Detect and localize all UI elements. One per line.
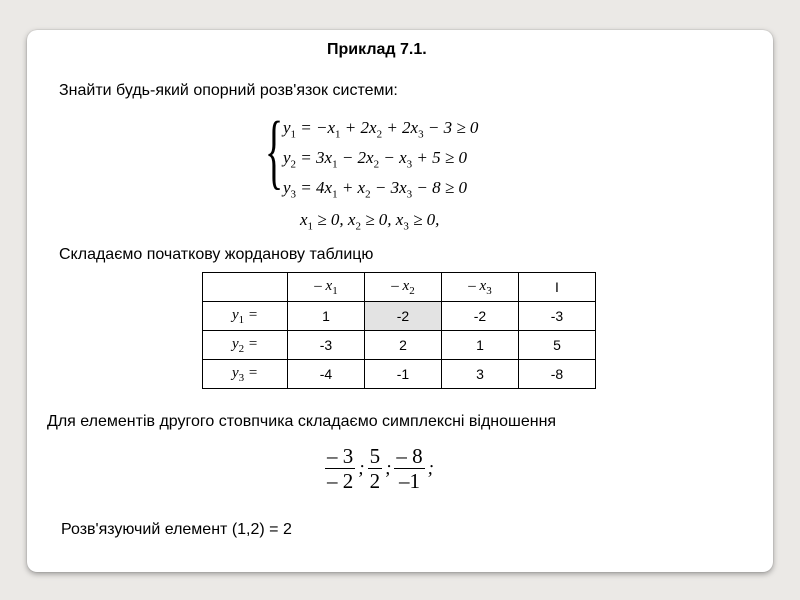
table-cell: 1 bbox=[442, 331, 519, 360]
header-cell-free: I bbox=[519, 273, 596, 302]
task-text: Знайти будь-який опорний розв'язок системи: bbox=[59, 82, 398, 99]
table-row bbox=[203, 331, 596, 360]
ratio-separator: ; bbox=[358, 457, 365, 479]
ratio-separator: ; bbox=[427, 457, 434, 479]
row-label: $y_2$ = bbox=[203, 331, 288, 360]
jordan-table bbox=[202, 272, 596, 389]
equation-1: $y_1 = -x_1 + 2x_2 + 2x_3 - 3 \ge 0$ bbox=[283, 118, 479, 141]
left-brace: { bbox=[265, 105, 284, 198]
simplex-ratios bbox=[325, 444, 437, 493]
table-corner-cell bbox=[203, 273, 288, 302]
equation-3: $y_3 = 4x_1 + x_2 - 3x_3 - 8 \ge 0$ bbox=[283, 178, 467, 201]
table-cell: -8 bbox=[519, 360, 596, 389]
slide-title: Приклад 7.1. bbox=[327, 41, 427, 58]
equation-2: $y_2 = 3x_1 - 2x_2 - x_3 + 5 \ge 0$ bbox=[283, 148, 467, 171]
table-cell: 2 bbox=[365, 331, 442, 360]
table-row bbox=[203, 302, 596, 331]
ratio-text: Для елементів другого стовпчика складаємо симплексні відношення bbox=[47, 413, 557, 430]
ratio-fraction: $\frac{- 3}{- 2}$ bbox=[327, 444, 354, 493]
ratio-fraction: $\frac{- 8}{-1}$ bbox=[396, 444, 423, 493]
table-row bbox=[203, 360, 596, 389]
table-cell: 5 bbox=[519, 331, 596, 360]
table-cell: 3 bbox=[442, 360, 519, 389]
header-cell-x3: – $x_3$ bbox=[442, 273, 519, 302]
pivot-cell: -2 bbox=[365, 302, 442, 331]
nonnegativity-constraints: $x_1 \ge 0$, $x_2 \ge 0$, $x_3 \ge 0$, bbox=[300, 210, 440, 233]
table-cell: -2 bbox=[442, 302, 519, 331]
table-cell: 1 bbox=[288, 302, 365, 331]
table-cell: -4 bbox=[288, 360, 365, 389]
row-label: $y_3$ = bbox=[203, 360, 288, 389]
pivot-text: Розв'язуючий елемент (1,2) = 2 bbox=[61, 521, 292, 538]
header-cell-x2: – $x_2$ bbox=[365, 273, 442, 302]
row-label: $y_1$ = bbox=[203, 302, 288, 331]
table-cell: -3 bbox=[288, 331, 365, 360]
table-cell: -1 bbox=[365, 360, 442, 389]
table-cell: -3 bbox=[519, 302, 596, 331]
header-cell-x1: – $x_1$ bbox=[288, 273, 365, 302]
ratio-fraction: $\frac{5}{2}$ bbox=[369, 444, 381, 493]
table-header-row bbox=[203, 273, 596, 302]
ratio-separator: ; bbox=[385, 457, 392, 479]
table-intro-text: Складаємо початкову жорданову таблицю bbox=[59, 246, 374, 263]
slide bbox=[27, 30, 773, 572]
